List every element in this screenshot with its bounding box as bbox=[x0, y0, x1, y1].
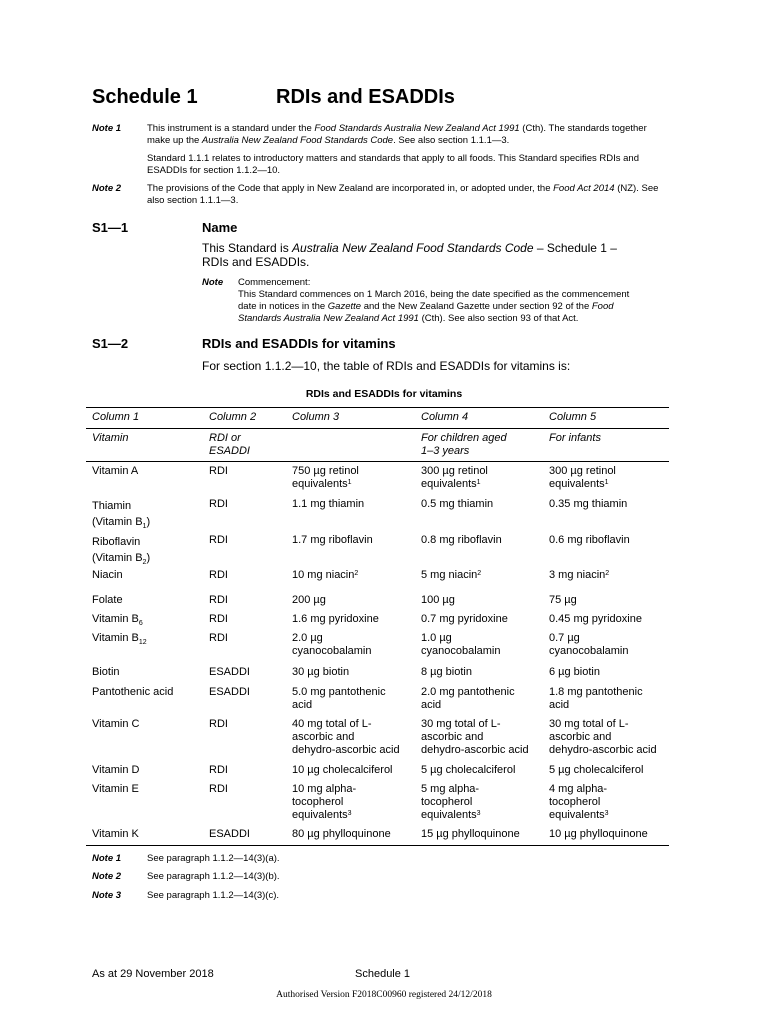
table-cell-vitamin: Vitamin $B_6$ bbox=[92, 613, 143, 628]
subheader-rdi-or-esaddi: RDI or ESADDI bbox=[209, 432, 250, 457]
table-cell-vitamin: Vitamin E bbox=[92, 783, 139, 795]
footer-schedule: Schedule 1 bbox=[355, 968, 411, 980]
table-cell-infants: 0.35 mg thiamin bbox=[549, 498, 628, 510]
table-cell-vitamin: Thiamin (Vitamin $B_1$) bbox=[92, 500, 151, 531]
table-header-rule bbox=[86, 428, 669, 429]
table-cell-children: 0.5 mg thiamin bbox=[421, 498, 494, 510]
subheader-infants: For infants bbox=[549, 432, 601, 444]
column-header-2: Column 2 bbox=[209, 411, 257, 423]
table-cell-children: 1.0 µg cyanocobalamin bbox=[421, 632, 501, 657]
table-note-2-label: Note 2 bbox=[92, 871, 122, 882]
table-cell-children: 8 µg biotin bbox=[421, 666, 472, 678]
table-cell-children: 5 mg alpha- tocopherol equivalents$^3$ bbox=[421, 783, 481, 821]
table-cell-infants: 5 µg cholecalciferol bbox=[549, 764, 644, 776]
authorised-version-line: Authorised Version F2018C00960 registered 24/12/2018 bbox=[276, 990, 492, 1000]
table-cell-type: RDI bbox=[209, 783, 228, 795]
table-cell-children: 0.8 mg riboflavin bbox=[421, 534, 502, 546]
table-cell-type: RDI bbox=[209, 613, 228, 625]
table-cell-infants: 10 µg phylloquinone bbox=[549, 828, 648, 840]
table-cell-vitamin: Folate bbox=[92, 594, 123, 606]
note-1-text: This instrument is a standard under the Food Standards Australia New Zealand Act 1991 (Cth). The standards together make up the Australia New Zealand Food Standards Code. See also section 1.1.1—3. bbox=[147, 123, 647, 146]
table-cell-infants: 30 mg total of L- ascorbic and dehydro-ascorbic acid bbox=[549, 718, 657, 756]
table-top-rule bbox=[86, 407, 669, 408]
table-cell-children: 5 µg cholecalciferol bbox=[421, 764, 516, 776]
table-cell-adult: 200 µg bbox=[292, 594, 326, 606]
table-cell-infants: 1.8 mg pantothenic acid bbox=[549, 686, 643, 711]
table-note-3-text: See paragraph 1.1.2—14(3)(c). bbox=[147, 890, 280, 901]
footer-date: As at 29 November 2018 bbox=[92, 968, 214, 980]
commencement-note-label: Note bbox=[202, 277, 224, 288]
table-cell-children: 5 mg niacin$^2$ bbox=[421, 569, 482, 581]
table-cell-vitamin: Vitamin A bbox=[92, 465, 139, 477]
table-cell-adult: 2.0 µg cyanocobalamin bbox=[292, 632, 372, 657]
table-cell-vitamin: Riboflavin (Vitamin $B_2$) bbox=[92, 536, 151, 567]
table-cell-type: RDI bbox=[209, 594, 228, 606]
section-s1-2-number: S1—2 bbox=[92, 336, 129, 351]
table-cell-adult: 40 mg total of L- ascorbic and dehydro-ascorbic acid bbox=[292, 718, 400, 756]
section-s1-1-number: S1—1 bbox=[92, 220, 129, 235]
note-2-label: Note 2 bbox=[92, 183, 122, 194]
table-cell-adult: 80 µg phylloquinone bbox=[292, 828, 391, 840]
subheader-children: For children aged 1–3 years bbox=[421, 432, 507, 457]
column-header-5: Column 5 bbox=[549, 411, 597, 423]
table-cell-type: RDI bbox=[209, 632, 228, 644]
table-cell-adult: 30 µg biotin bbox=[292, 666, 350, 678]
table-cell-vitamin: Vitamin K bbox=[92, 828, 139, 840]
table-caption: RDIs and ESADDIs for vitamins bbox=[305, 388, 463, 400]
table-note-1-text: See paragraph 1.1.2—14(3)(a). bbox=[147, 853, 280, 864]
table-cell-infants: 0.45 mg pyridoxine bbox=[549, 613, 642, 625]
table-bottom-rule bbox=[86, 845, 669, 846]
column-header-4: Column 4 bbox=[421, 411, 469, 423]
section-s1-1-title: Name bbox=[202, 220, 238, 235]
section-s1-2-intro: For section 1.1.2—10, the table of RDIs and ESADDIs for vitamins is: bbox=[202, 359, 571, 373]
table-cell-vitamin: Vitamin $B_{12}$ bbox=[92, 632, 147, 647]
section-s1-2-title: RDIs and ESADDIs for vitamins bbox=[202, 336, 396, 351]
table-cell-infants: 4 mg alpha- tocopherol equivalents$^3$ bbox=[549, 783, 609, 821]
table-cell-infants: 75 µg bbox=[549, 594, 577, 606]
note-2-text: The provisions of the Code that apply in New Zealand are incorporated in, or adopted under, the Food Act 2014 (NZ). See also section 1.1.1—3. bbox=[147, 183, 659, 206]
page-title-schedule: Schedule 1 bbox=[92, 86, 198, 108]
table-cell-children: 2.0 mg pantothenic acid bbox=[421, 686, 515, 711]
table-cell-type: RDI bbox=[209, 569, 228, 581]
table-cell-children: 300 µg retinol equivalents$^1$ bbox=[421, 465, 488, 490]
table-cell-children: 0.7 mg pyridoxine bbox=[421, 613, 508, 625]
table-cell-adult: 10 mg alpha- tocopherol equivalents$^3$ bbox=[292, 783, 357, 821]
table-cell-adult: 10 µg cholecalciferol bbox=[292, 764, 393, 776]
table-note-2-text: See paragraph 1.1.2—14(3)(b). bbox=[147, 871, 280, 882]
table-cell-vitamin: Biotin bbox=[92, 666, 120, 678]
page-title: RDIs and ESADDIs bbox=[276, 86, 455, 108]
table-cell-infants: 3 mg niacin$^2$ bbox=[549, 569, 610, 581]
table-cell-adult: 1.7 mg riboflavin bbox=[292, 534, 373, 546]
table-cell-type: ESADDI bbox=[209, 686, 250, 698]
table-note-3-label: Note 3 bbox=[92, 890, 122, 901]
table-cell-infants: 0.7 µg cyanocobalamin bbox=[549, 632, 629, 657]
column-header-1: Column 1 bbox=[92, 411, 140, 423]
table-cell-type: RDI bbox=[209, 498, 228, 510]
table-cell-children: 100 µg bbox=[421, 594, 455, 606]
table-cell-adult: 750 µg retinol equivalents$^1$ bbox=[292, 465, 359, 490]
table-cell-type: RDI bbox=[209, 718, 228, 730]
table-cell-infants: 0.6 mg riboflavin bbox=[549, 534, 630, 546]
table-cell-adult: 1.6 mg pyridoxine bbox=[292, 613, 379, 625]
table-cell-adult: 1.1 mg thiamin bbox=[292, 498, 365, 510]
table-cell-adult: 10 mg niacin$^2$ bbox=[292, 569, 359, 581]
note-1-paragraph-2: Standard 1.1.1 relates to introductory matters and standards that apply to all foods. This Standard specifies RDIs and ESADDIs for section 1.1.2—10. bbox=[147, 153, 639, 176]
table-cell-children: 15 µg phylloquinone bbox=[421, 828, 520, 840]
section-s1-1-text: This Standard is Australia New Zealand Food Standards Code – Schedule 1 – RDIs and ESADDIs. bbox=[202, 241, 617, 269]
commencement-note-text: Commencement: This Standard commences on 1 March 2016, being the date specified as the commencement date in notices in the Gazette and the New Zealand Gazette under section 92 of the Food Standards Australia New Zealand Act 1991 (Cth). See also section 93 of that Act. bbox=[238, 277, 630, 324]
table-cell-type: ESADDI bbox=[209, 828, 250, 840]
note-1-label: Note 1 bbox=[92, 123, 122, 134]
table-cell-vitamin: Niacin bbox=[92, 569, 123, 581]
table-cell-vitamin: Pantothenic acid bbox=[92, 686, 174, 698]
table-cell-infants: 6 µg biotin bbox=[549, 666, 600, 678]
table-cell-children: 30 mg total of L- ascorbic and dehydro-ascorbic acid bbox=[421, 718, 529, 756]
table-cell-type: RDI bbox=[209, 764, 228, 776]
table-note-1-label: Note 1 bbox=[92, 853, 122, 864]
subheader-vitamin: Vitamin bbox=[92, 432, 129, 444]
table-cell-vitamin: Vitamin D bbox=[92, 764, 140, 776]
column-header-3: Column 3 bbox=[292, 411, 340, 423]
table-cell-type: RDI bbox=[209, 534, 228, 546]
table-cell-adult: 5.0 mg pantothenic acid bbox=[292, 686, 386, 711]
table-cell-type: ESADDI bbox=[209, 666, 250, 678]
table-cell-type: RDI bbox=[209, 465, 228, 477]
table-cell-vitamin: Vitamin C bbox=[92, 718, 140, 730]
table-cell-infants: 300 µg retinol equivalents$^1$ bbox=[549, 465, 616, 490]
table-subheader-rule bbox=[86, 461, 669, 462]
